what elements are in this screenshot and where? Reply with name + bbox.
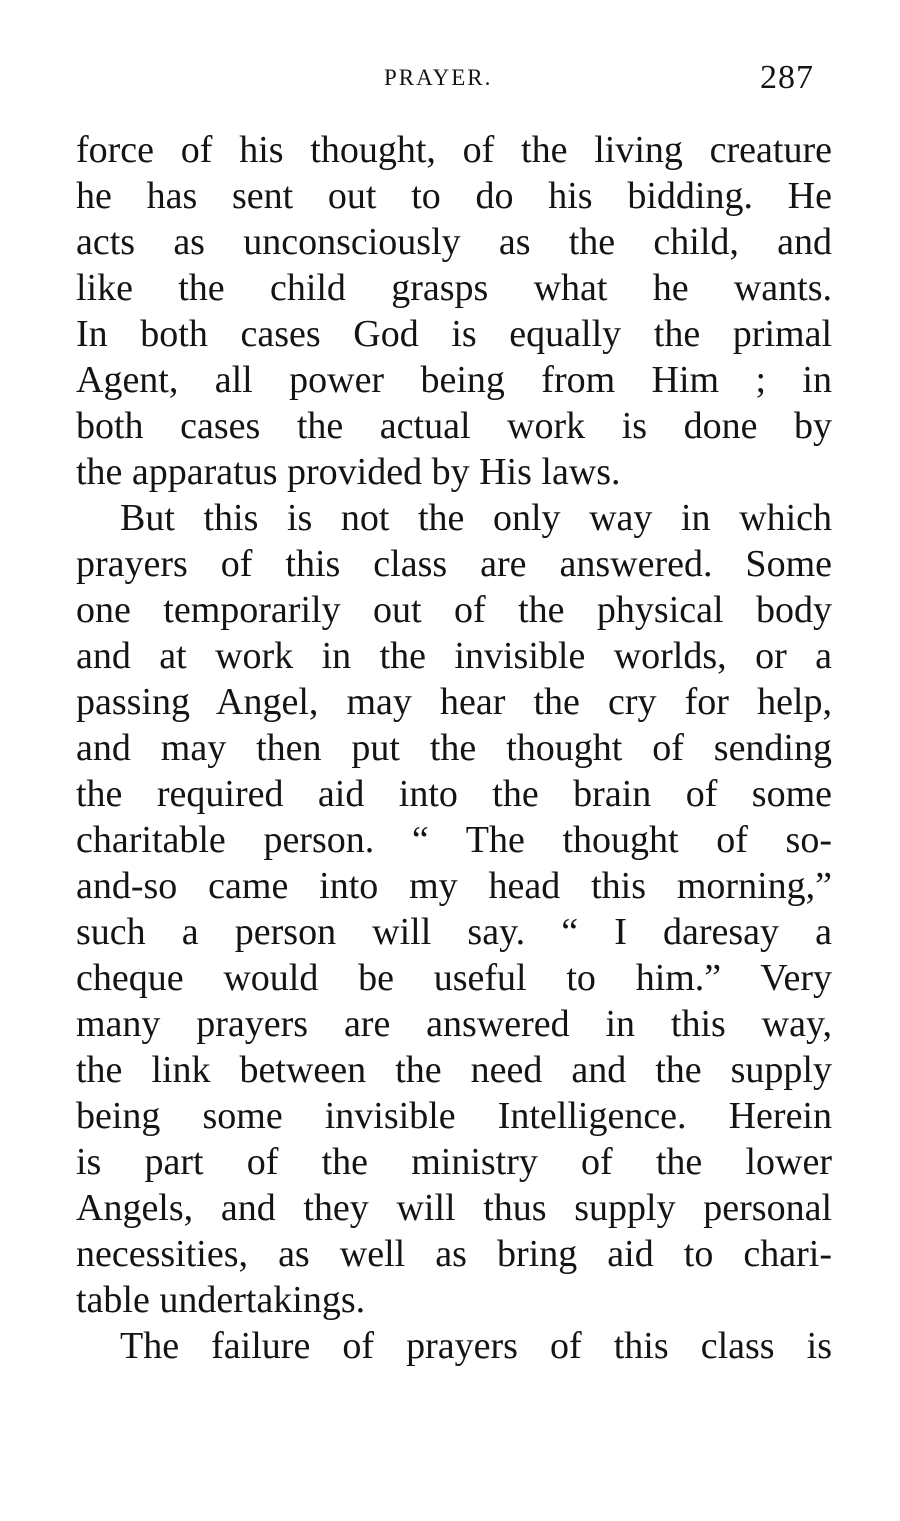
running-title: PRAYER. bbox=[384, 65, 493, 90]
paragraph-end-line: the apparatus provided by His laws. bbox=[76, 451, 621, 493]
text-line: acts as unconsciously as the child, and bbox=[76, 221, 832, 263]
text-line: the required aid into the brain of some bbox=[76, 773, 832, 815]
text-line: prayers of this class are answered. Some bbox=[76, 543, 832, 585]
text-line: many prayers are answered in this way, bbox=[76, 1003, 832, 1045]
text-line: both cases the actual work is done by bbox=[76, 405, 832, 447]
text-line: one temporarily out of the physical body bbox=[76, 589, 832, 631]
text-line: and-so came into my head this morning,” bbox=[76, 865, 832, 907]
body-text bbox=[76, 127, 832, 1369]
text-line: and at work in the invisible worlds, or a bbox=[76, 635, 832, 677]
text-line: like the child grasps what he wants. bbox=[76, 267, 832, 309]
text-line: he has sent out to do his bidding. He bbox=[76, 175, 832, 217]
text-line: being some invisible Intelligence. Herein bbox=[76, 1095, 832, 1137]
text-line: force of his thought, of the living creature bbox=[76, 129, 832, 171]
text-line: is part of the ministry of the lower bbox=[76, 1141, 832, 1183]
text-line: and may then put the thought of sending bbox=[76, 727, 832, 769]
paragraph-start-line: The failure of prayers of this class is bbox=[120, 1325, 832, 1367]
text-line: necessities, as well as bring aid to chari- bbox=[76, 1233, 832, 1275]
paragraph-start-line: But this is not the only way in which bbox=[120, 497, 832, 539]
text-line: In both cases God is equally the primal bbox=[76, 313, 832, 355]
page-number: 287 bbox=[760, 59, 814, 96]
text-line: charitable person. “ The thought of so- bbox=[76, 819, 832, 861]
page-header bbox=[0, 58, 900, 98]
text-line: the link between the need and the supply bbox=[76, 1049, 832, 1091]
text-line: passing Angel, may hear the cry for help, bbox=[76, 681, 832, 723]
paragraph-end-line: table undertakings. bbox=[76, 1279, 366, 1321]
text-line: cheque would be useful to him.” Very bbox=[76, 957, 832, 999]
text-line: Angels, and they will thus supply personal bbox=[76, 1187, 832, 1229]
text-line: Agent, all power being from Him ; in bbox=[76, 359, 832, 401]
text-line: such a person will say. “ I daresay a bbox=[76, 911, 832, 953]
